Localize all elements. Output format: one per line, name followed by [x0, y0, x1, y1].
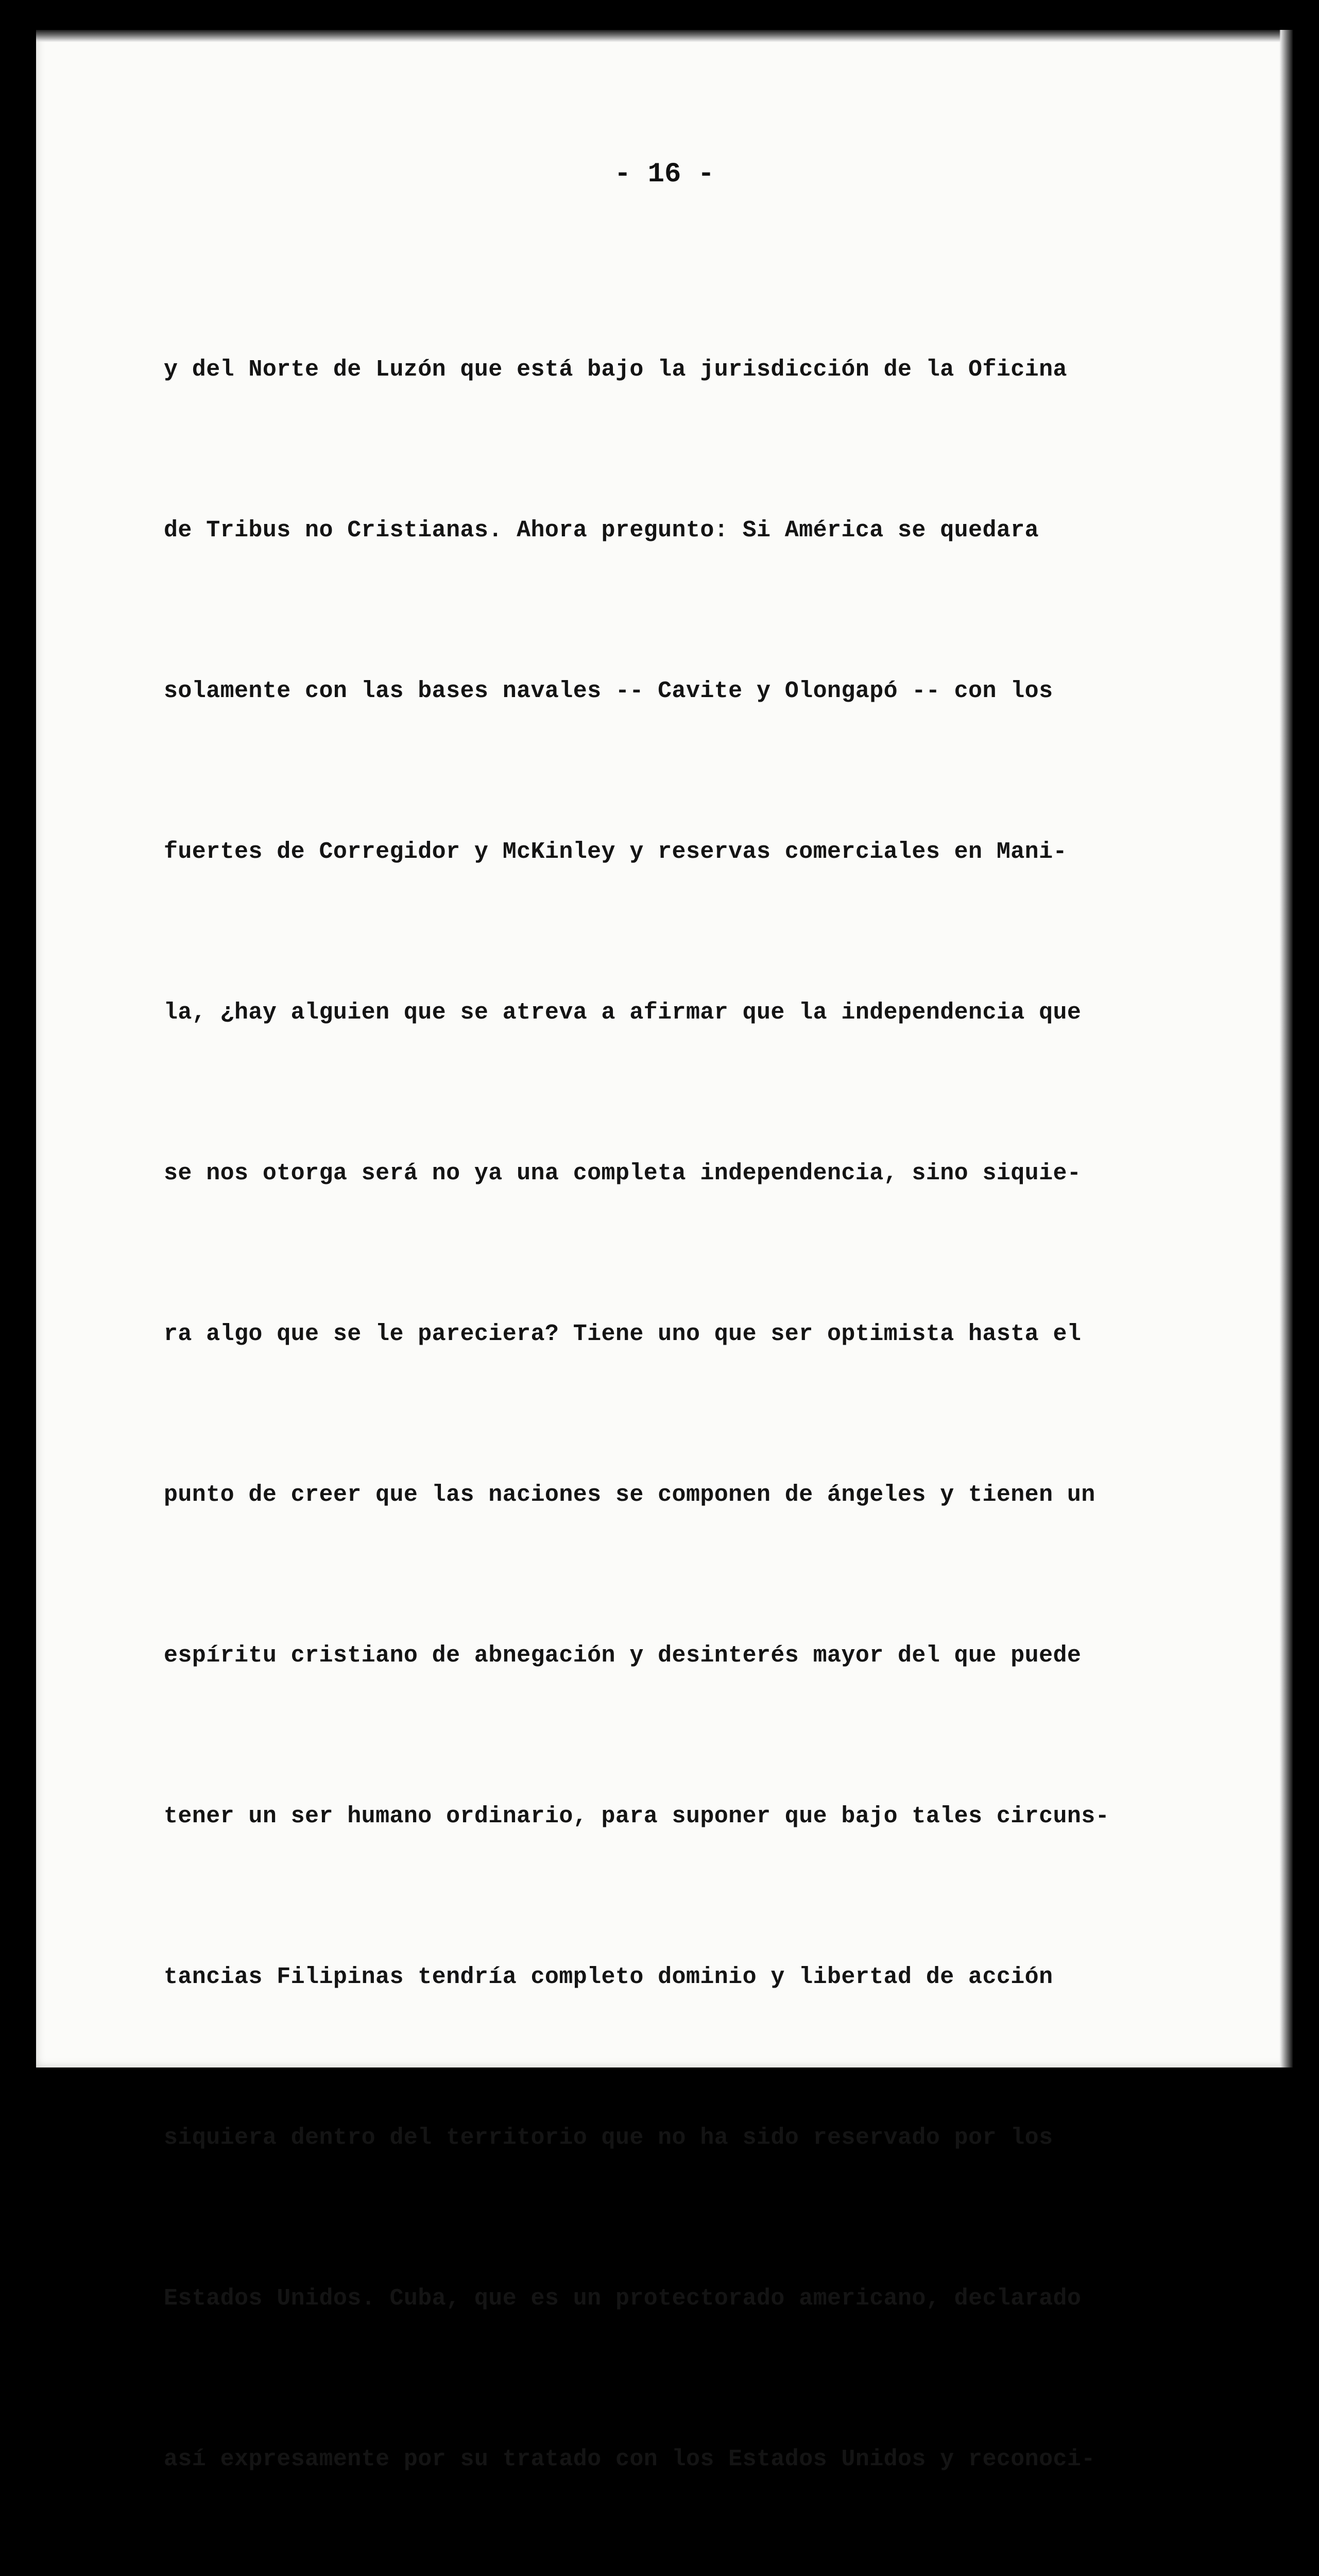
text-line: siquiera dentro del territorio que no ha sido reservado por los: [164, 2125, 1053, 2151]
text-line: fuertes de Corregidor y McKinley y reservas comerciales en Mani-: [164, 839, 1067, 865]
text-line: tener un ser humano ordinario, para suponer que bajo tales circuns-: [164, 1803, 1110, 1829]
text-line: de Tribus no Cristianas. Ahora pregunto: Si América se quedara: [164, 517, 1039, 544]
text-line: ra algo que se le pareciera? Tiene uno que ser optimista hasta el: [164, 1321, 1082, 1347]
text-line: punto de creer que las naciones se componen de ángeles y tienen un: [164, 1482, 1095, 1508]
text-line: solamente con las bases navales -- Cavite y Olongapó -- con los: [164, 678, 1053, 704]
text-line: tancias Filipinas tendría completo dominio y libertad de acción: [164, 1964, 1053, 1990]
page-edge-top: [36, 30, 1293, 42]
text-line: y del Norte de Luzón que está bajo la jurisdicción de la Oficina: [164, 357, 1067, 383]
page-edge-right: [1279, 30, 1293, 2067]
text-line: se nos otorga será no ya una completa independencia, sino siquie-: [164, 1160, 1082, 1187]
text-line: espíritu cristiano de abnegación y desinterés mayor del que puede: [164, 1642, 1082, 1669]
text-line: Estados Unidos. Cuba, que es un protectorado americano, declarado: [164, 2285, 1082, 2312]
body-text: [164, 236, 1245, 2576]
document-page: [36, 30, 1293, 2472]
page-number: - 16 -: [614, 159, 715, 190]
text-line: así expresamente por su tratado con los Estados Unidos y reconoci-: [164, 2446, 1095, 2472]
text-line: la, ¿hay alguien que se atreva a afirmar que la independencia que: [164, 999, 1082, 1026]
